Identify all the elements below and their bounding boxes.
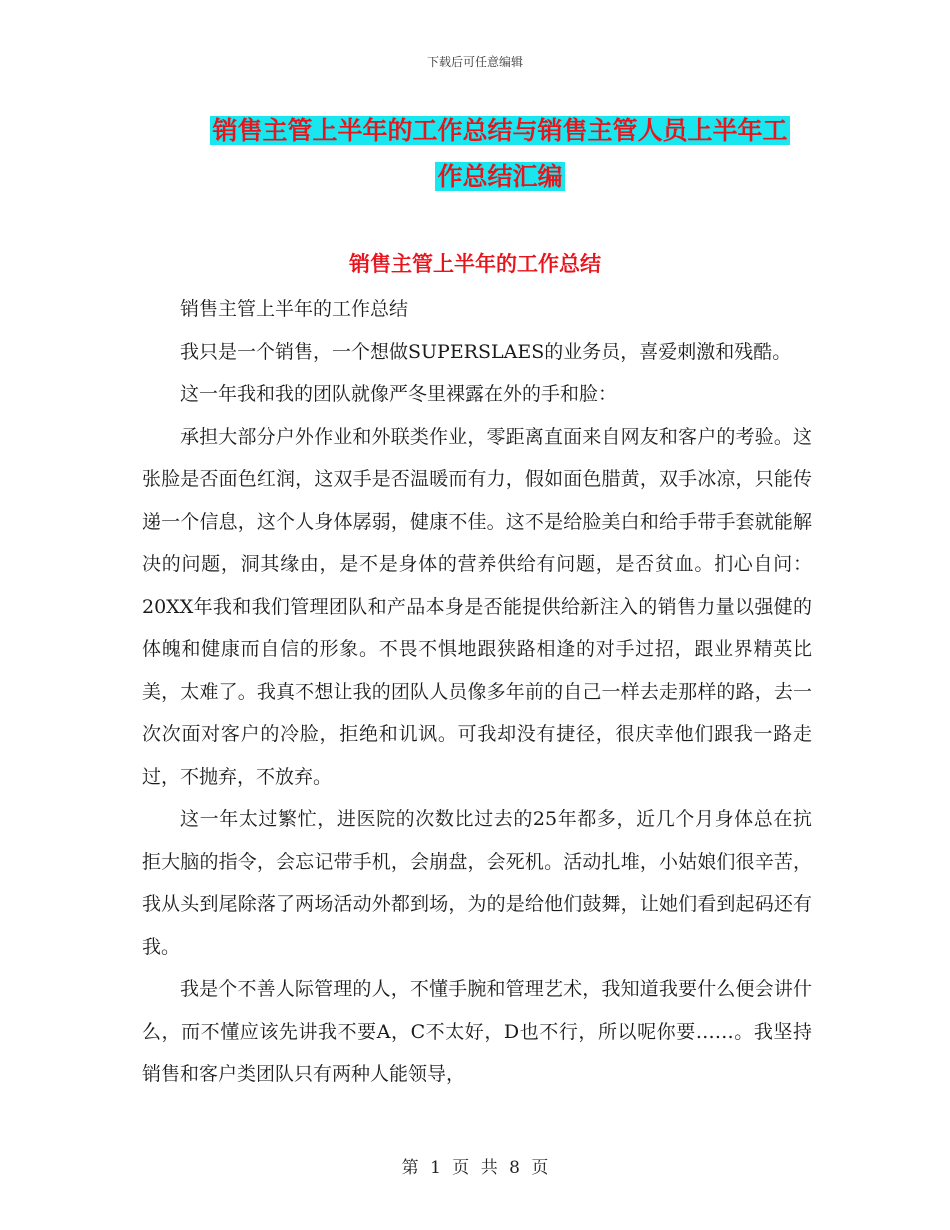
document-title-line-2: 作总结汇编 <box>437 162 563 191</box>
paragraph: 我是个不善人际管理的人，不懂手腕和管理艺术，我知道我要什么便会讲什么，而不懂应该先讲我不要A，C不太好，D也不行，所以呢你要……。我坚持销售和客户类团队只有两种人能领导， <box>142 978 812 1085</box>
page-header-note: 下载后可任意编辑 <box>426 55 523 69</box>
document-title <box>190 108 810 200</box>
paragraph: 这一年我和我的团队就像严冬里裸露在外的手和脸： <box>180 383 618 405</box>
section-title: 销售主管上半年的工作总结 <box>349 252 601 276</box>
paragraph: 销售主管上半年的工作总结 <box>180 298 409 320</box>
paragraph: 这一年太过繁忙，进医院的次数比过去的25年都多，近几个月身体总在抗拒大脑的指令，会忘记带手机，会崩盘，会死机。活动扎堆，小姑娘们很辛苦，我从头到尾除落了两场活动外都到场，为的是给他们鼓舞，让她们看到起码还有我。 <box>142 808 812 958</box>
paragraph: 承担大部分户外作业和外联类作业，零距离直面来自网友和客户的考验。这张脸是否面色红润，这双手是否温暖而有力，假如面色腊黄，双手冰凉，只能传递一个信息，这个人身体孱弱，健康不佳。这不是给脸美白和给手带手套就能解决的问题，洞其缘由，是不是身体的营养供给有问题，是否贫血。扪心自问：20XX年我和我们管理团队和产品本身是否能提供给新注入的销售力量以强健的体魄和健康而自信的形象。不畏不惧地跟狭路相逢的对手过招，跟业界精英比美，太难了。我真不想让我的团队人员像多年前的自己一样去走那样的路，去一次次面对客户的冷脸，拒绝和讥讽。可我却没有捷径，很庆幸他们跟我一路走过，不抛弃，不放弃。 <box>142 425 812 788</box>
document-title-line-1: 销售主管上半年的工作总结与销售主管人员上半年工 <box>212 116 788 145</box>
paragraph: 我只是一个销售，一个想做SUPERSLAES的业务员，喜爱刺激和残酷。 <box>180 340 792 363</box>
page-number-footer: 第 1 页 共 8 页 <box>401 1158 549 1178</box>
document-body <box>142 288 812 1096</box>
